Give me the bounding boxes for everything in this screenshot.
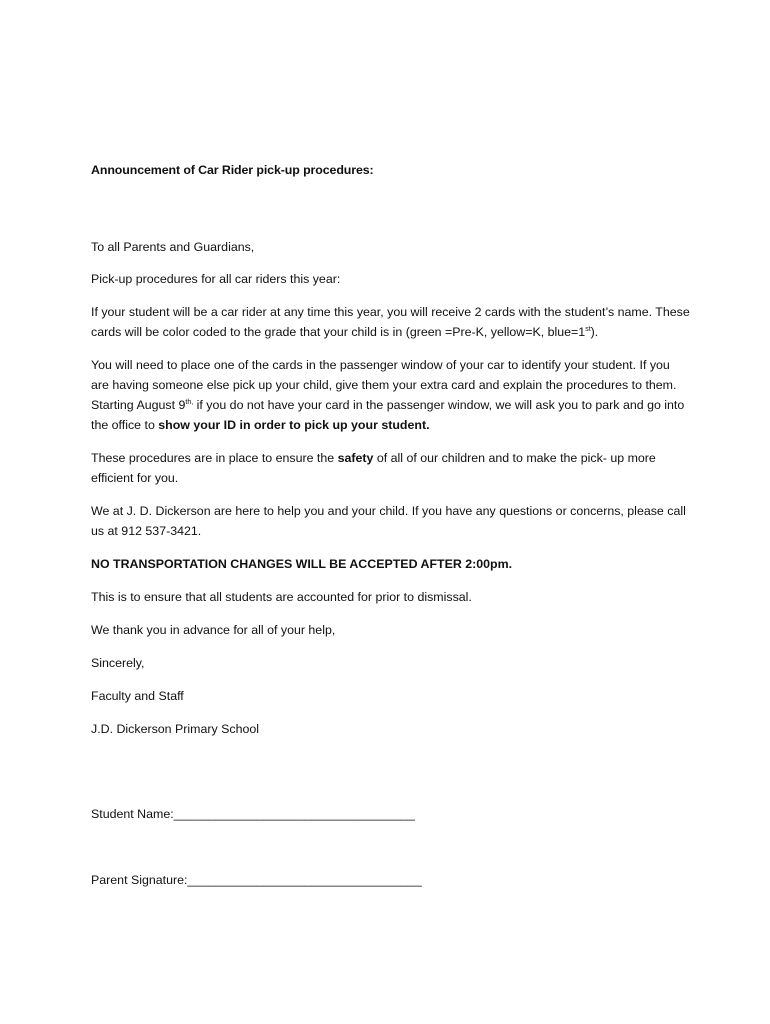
paragraph-window [91, 355, 691, 435]
paragraph-cards-text: If your student will be a car rider at any time this year, you will receive 2 cards with the student’s name. These cards will be color coded to the grade that your child is in (green =Pre-K, yellow=K, blue=1 [91, 305, 690, 339]
superscript: st [585, 325, 591, 333]
announcement-title: Announcement of Car Rider pick-up procedures: [91, 163, 374, 177]
paragraph-dismissal: This is to ensure that all students are accounted for prior to dismissal. [91, 590, 472, 604]
paragraph-cards-end: ). [590, 325, 599, 339]
signoff-faculty: Faculty and Staff [91, 689, 184, 703]
intro-line: Pick-up procedures for all car riders this year: [91, 272, 341, 286]
parent-signature-field[interactable]: Parent Signature:__________________________________ [91, 873, 422, 887]
paragraph-safety-bold: safety [337, 451, 374, 465]
paragraph-contact: We at J. D. Dickerson are here to help you and your child. If you have any questions or concerns, please call us at 912 537-3421. [91, 504, 686, 538]
signoff-school: J.D. Dickerson Primary School [91, 722, 260, 736]
paragraph-window-text: You will need to place one of the cards in the passenger window of your car to identify your student. If you are having someone else pick up your child, give them your extra card and explain the procedures to them. Starting August 9 [91, 358, 677, 412]
paragraph-safety-text: These procedures are in place to ensure the [91, 451, 338, 465]
superscript: th, [185, 398, 194, 406]
greeting: To all Parents and Guardians, [91, 240, 255, 254]
transportation-notice: NO TRANSPORTATION CHANGES WILL BE ACCEPTED AFTER 2:00pm. [91, 557, 513, 571]
student-name-field[interactable]: Student Name:___________________________________ [91, 807, 415, 821]
paragraph-cards [91, 302, 691, 342]
thanks-line: We thank you in advance for all of your help, [91, 623, 336, 637]
closing: Sincerely, [91, 656, 145, 670]
letter-body [91, 160, 691, 739]
paragraph-safety-end: of all of our children and to make the pick- up more efficient for you. [91, 451, 656, 485]
paragraph-window-bold: show your ID in order to pick up your student. [158, 418, 430, 432]
paragraph-window-middle: if you do not have your card in the passenger window, we will ask you to park and go into the office to [91, 398, 685, 432]
paragraph-safety [91, 448, 691, 488]
